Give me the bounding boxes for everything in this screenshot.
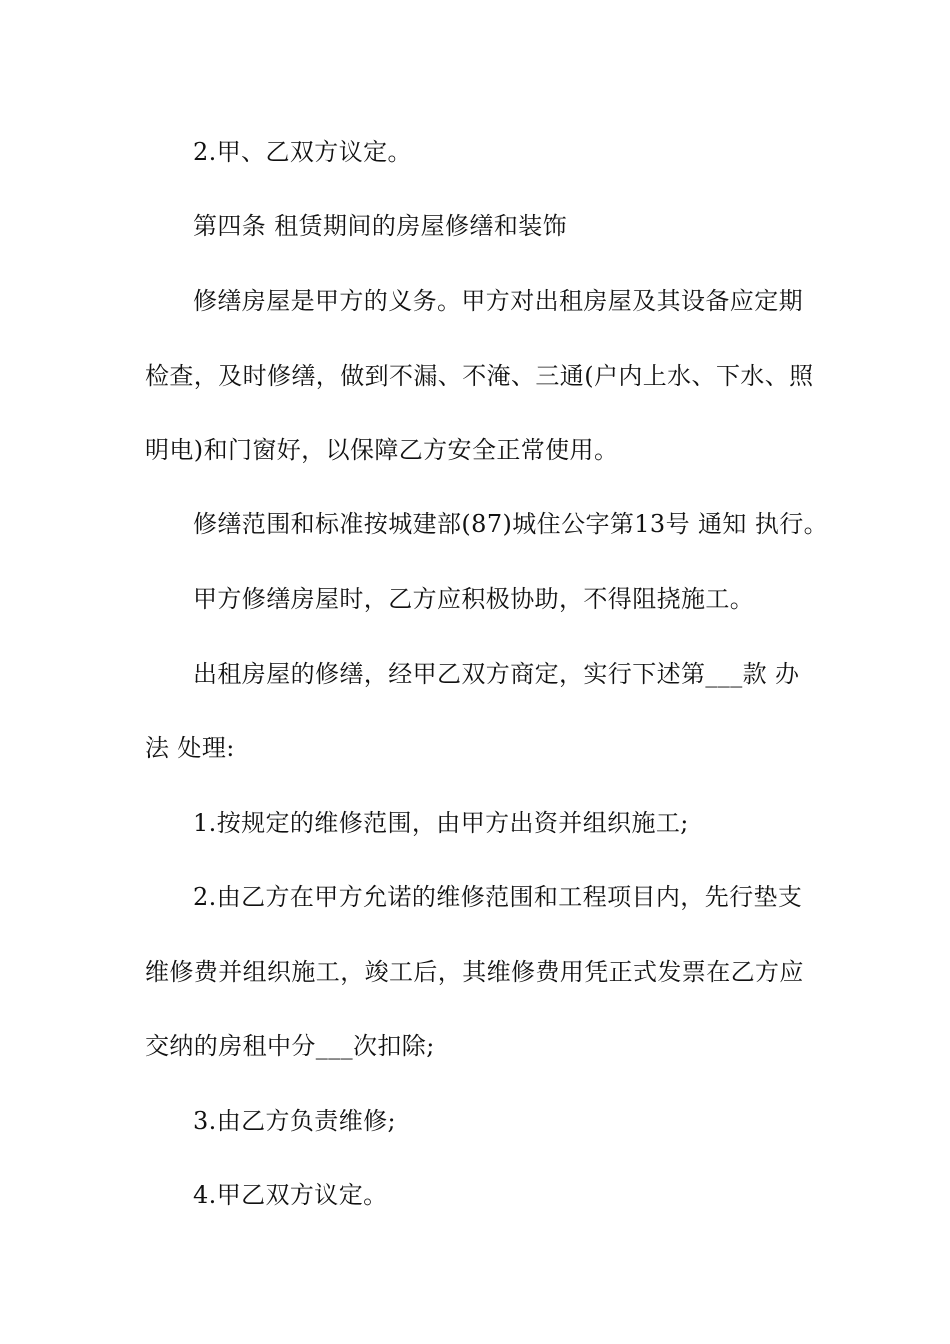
list-item: 3.由乙方负责维修; — [193, 1107, 396, 1135]
section-heading: 第四条 租赁期间的房屋修缮和装饰 — [193, 212, 568, 240]
list-item: 4.甲乙双方议定。 — [193, 1181, 388, 1209]
paragraph-line: 出租房屋的修缮，经甲乙双方商定，实行下述第___款 办 — [193, 660, 800, 688]
paragraph-line: 交纳的房租中分___次扣除; — [145, 1032, 435, 1060]
paragraph-line: 维修费并组织施工，竣工后，其维修费用凭正式发票在乙方应 — [145, 958, 804, 986]
paragraph-line: 检查，及时修缮，做到不漏、不淹、三通(户内上水、下水、照 — [145, 362, 814, 390]
paragraph-line: 2.甲、乙双方议定。 — [193, 138, 412, 166]
list-item: 1.按规定的维修范围，由甲方出资并组织施工; — [193, 809, 689, 837]
paragraph-line: 明电)和门窗好，以保障乙方安全正常使用。 — [145, 436, 619, 464]
paragraph-line: 甲方修缮房屋时，乙方应积极协助，不得阻挠施工。 — [193, 585, 755, 613]
paragraph-line: 法 处理: — [145, 734, 235, 762]
paragraph-line: 修缮房屋是甲方的义务。甲方对出租房屋及其设备应定期 — [193, 287, 803, 315]
paragraph-line: 修缮范围和标准按城建部(87)城住公字第13号 通知 执行。 — [193, 510, 829, 538]
list-item: 2.由乙方在甲方允诺的维修范围和工程项目内，先行垫支 — [193, 883, 803, 911]
